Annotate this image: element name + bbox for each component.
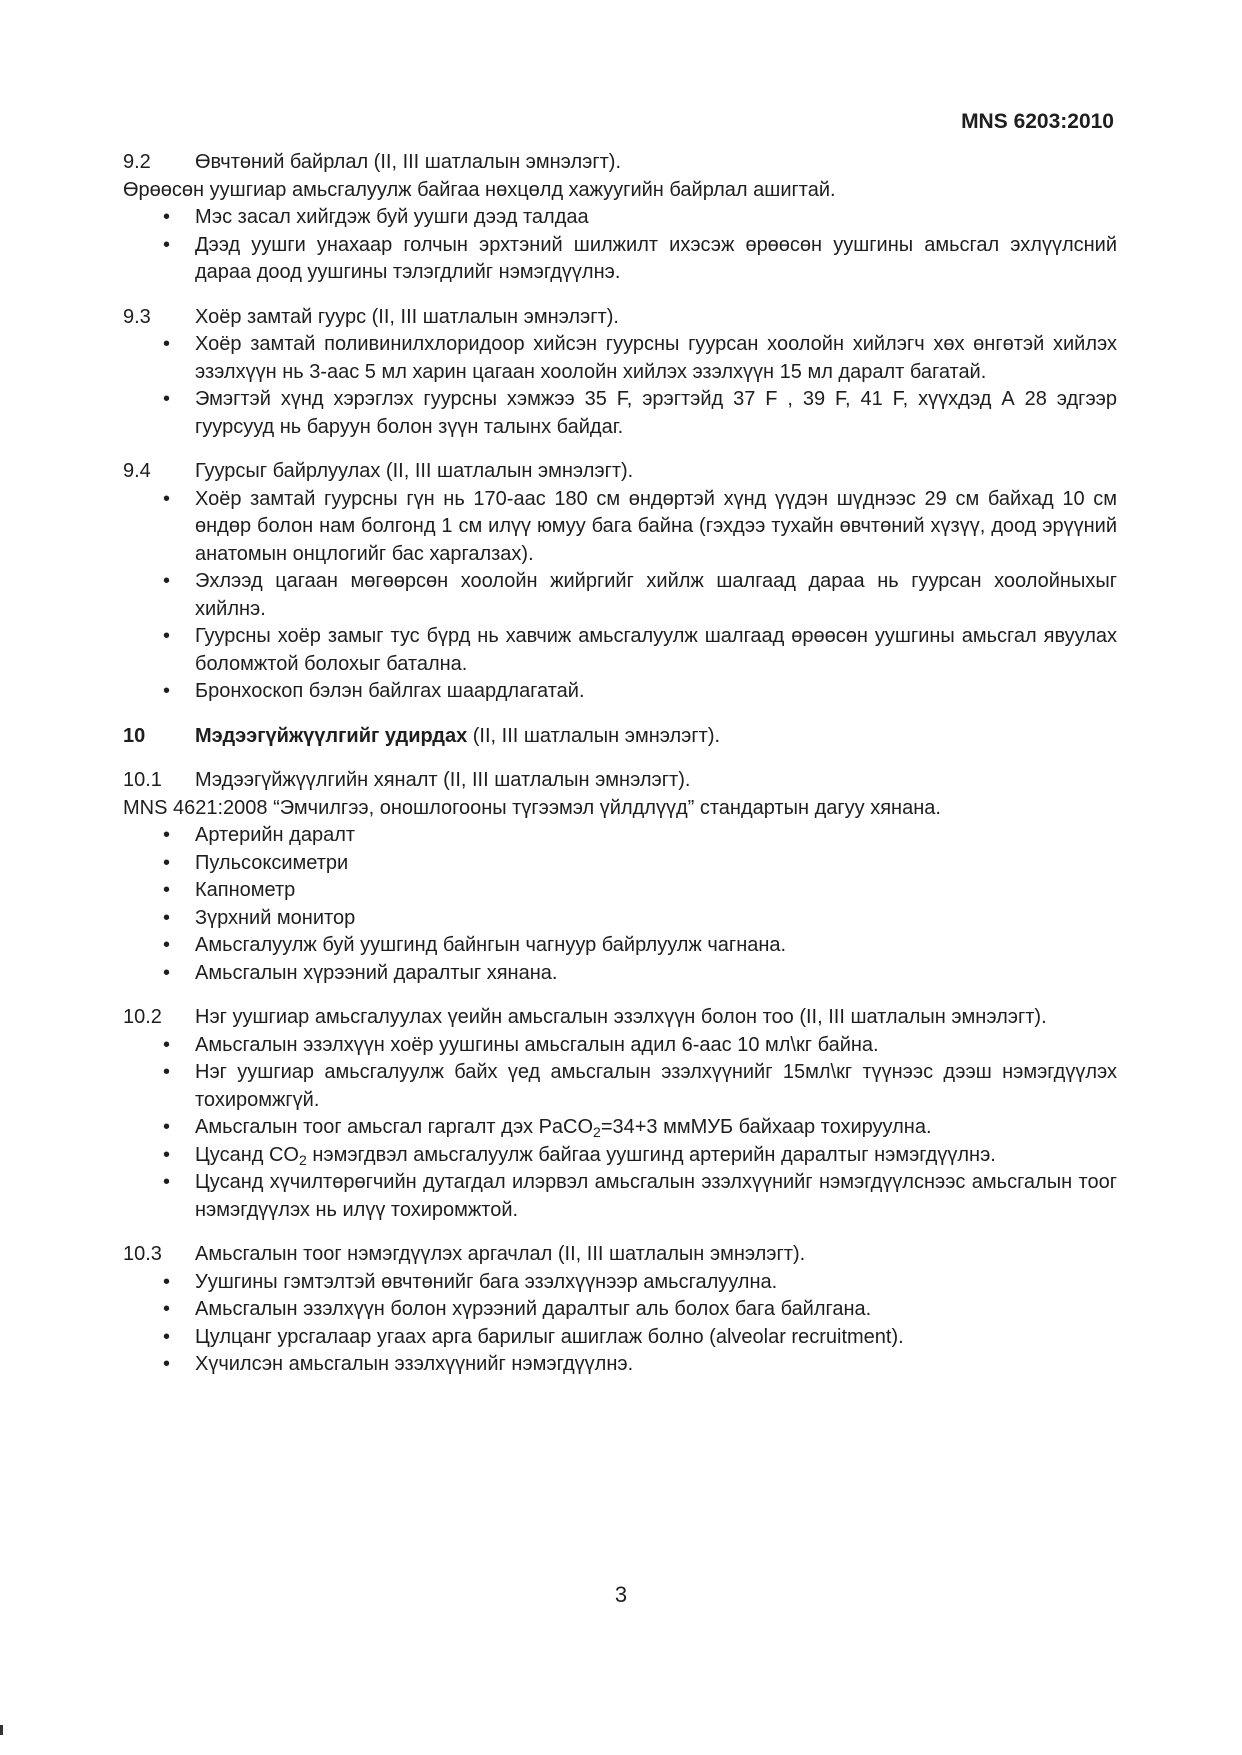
section-heading <box>123 149 1117 177</box>
list-item <box>123 1114 1117 1142</box>
section-heading <box>123 767 1117 795</box>
section-title: Амьсгалын тоог нэмэгдүүлэх аргачлал (II, III шатлалын эмнэлэгт). <box>195 1243 806 1265</box>
section-heading <box>123 1004 1117 1032</box>
list-item: • Цулцанг урсгалаар угаах арга барилыг ашиглаж болно (alveolar recruitment). <box>123 1324 1117 1352</box>
section-number: 10 <box>123 724 146 747</box>
section-9-3 <box>123 304 1117 442</box>
list-item: • Зүрхний монитор <box>123 905 1117 933</box>
page-number: 3 <box>614 1582 628 1607</box>
subscript: 2 <box>298 1151 307 1168</box>
section-title: Мэдээгүйжүүлгийн хяналт (II, III шатлалын эмнэлэгт). <box>195 769 691 791</box>
list-item: • Цусанд хүчилтөрөгчийн дутагдал илэрвэл амьсгалын эзэлхүүнийг нэмэгдүүлснээс амьсгалын тоог нэмэгдүүлэх нь илүү тохиромжтой. <box>123 1169 1117 1224</box>
page-content <box>123 149 1117 1396</box>
section-title: Нэг уушгиар амьсгалуулах үеийн амьсгалын эзэлхүүн болон тоо (II, III шатлалын эмнэлэгт). <box>195 1006 1047 1028</box>
section-number: 9.2 <box>123 151 151 173</box>
list-item <box>123 1142 1117 1170</box>
section-9-4 <box>123 458 1117 706</box>
section-number: 10.3 <box>123 1243 162 1265</box>
section-number: 9.3 <box>123 305 151 328</box>
list-item: • Амьсгалын эзэлхүүн хоёр уушгины амьсгалын адил 6-аас 10 мл\кг байна. <box>123 1032 1117 1060</box>
section-title-rest: (II, III шатлалын эмнэлэгт). <box>467 724 721 747</box>
list-item: • Нэг уушгиар амьсгалуулж байх үед амьсгалын эзэлхүүнийг 15мл\кг түүнээс дээш нэмэгдүүлэх тохиромжгүй. <box>123 1059 1117 1114</box>
bullet-list <box>123 331 1117 441</box>
list-item: • Уушгины гэмтэлтэй өвчтөнийг бага эзэлхүүнээр амьсгалуулна. <box>123 1269 1117 1297</box>
list-item: • Амьсгалын эзэлхүүн болон хүрээний даралтыг аль болох бага байлгана. <box>123 1296 1117 1324</box>
section-title <box>195 723 1117 751</box>
list-item: • Бронхоскоп бэлэн байлгах шаардлагатай. <box>123 678 1117 706</box>
section-number: 9.4 <box>123 460 151 482</box>
section-heading <box>123 723 1117 751</box>
section-heading <box>123 458 1117 486</box>
bullet-list <box>123 204 1117 287</box>
scan-edge-mark <box>0 1725 3 1735</box>
section-intro: Өрөөсөн уушгиар амьсгалуулж байгаа нөхцөлд хажуугийн байрлал ашигтай. <box>123 178 836 201</box>
section-title: Гуурсыг байрлуулах (II, III шатлалын эмнэлэгт). <box>195 460 634 482</box>
section-10-1 <box>123 767 1117 987</box>
document-code: MNS 6203:2010 <box>961 110 1114 133</box>
section-intro: MNS 4621:2008 “Эмчилгээ, оношлогооны түгээмэл үйлдлүүд” стандартын дагуу хянана. <box>123 796 941 819</box>
list-item: • Эмэгтэй хүнд хэрэглэх гуурсны хэмжээ 35 F, эрэгтэйд 37 F , 39 F, 41 F, хүүхдэд А 28 эдгээр гуурсууд нь баруун болон зүүн талынх байдаг. <box>123 386 1117 441</box>
section-10-2 <box>123 1004 1117 1224</box>
section-number: 10.2 <box>123 1006 162 1028</box>
list-item: • Артерийн даралт <box>123 822 1117 850</box>
list-item: • Дээд уушги унахаар голчын эрхтэний шилжилт ихэсэж өрөөсөн уушгины амьсгал эхлүүлсний дараа доод уушгины тэлэгдлийг нэмэгдүүлнэ. <box>123 232 1117 287</box>
item-text: нэмэгдвэл амьсгалуулж байгаа уушгинд артерийн даралтыг нэмэгдүүлнэ. <box>306 1143 996 1166</box>
section-title: Хоёр замтай гуурс (II, III шатлалын эмнэлэгт). <box>195 305 619 328</box>
section-heading <box>123 304 1117 332</box>
bullet-list <box>123 486 1117 706</box>
section-10-3 <box>123 1241 1117 1379</box>
list-item: • Мэс засал хийгдэж буй уушги дээд талдаа <box>123 204 1117 232</box>
bullet-list <box>123 1032 1117 1225</box>
bullet-list <box>123 822 1117 987</box>
item-text: =34+3 ммМУБ байхаар тохируулна. <box>600 1116 932 1138</box>
section-9-2 <box>123 149 1117 287</box>
subscript: 2 <box>593 1124 601 1140</box>
section-title-bold: Мэдээгүйжүүлгийг удирдах <box>195 724 468 747</box>
list-item: • Пульсоксиметри <box>123 850 1117 878</box>
list-item: • Капнометр <box>123 877 1117 905</box>
section-title: Өвчтөний байрлал (II, III шатлалын эмнэлэгт). <box>195 151 621 173</box>
item-text: Амьсгалын тоог амьсгал гаргалт дэх PaCO <box>195 1116 594 1138</box>
bullet-list <box>123 1269 1117 1379</box>
section-heading <box>123 1241 1117 1269</box>
list-item: • Гуурсны хоёр замыг тус бүрд нь хавчиж амьсгалуулж шалгаад өрөөсөн уушгины амьсгал явуулах боломжтой болохыг батална. <box>123 623 1117 678</box>
list-item: • Амьсгалын хүрээний даралтыг хянана. <box>123 960 1117 988</box>
list-item: • Амьсгалуулж буй уушгинд байнгын чагнуур байрлуулж чагнана. <box>123 932 1117 960</box>
section-number: 10.1 <box>123 769 162 791</box>
list-item: • Хүчилсэн амьсгалын эзэлхүүнийг нэмэгдүүлнэ. <box>123 1351 1117 1379</box>
list-item: • Хоёр замтай гуурсны гүн нь 170-аас 180 см өндөртэй хүнд үүдэн шүднээс 29 см байхад 10 см өндөр болон нам болгонд 1 см илүү юмуу бага байна (гэхдээ тухайн өвчтөний хүзүү, доод эрүүний анатомын онцлогийг бас харгалзах). <box>123 486 1117 569</box>
item-text: Цусанд CO <box>195 1143 299 1166</box>
list-item: • Хоёр замтай поливинилхлоридоор хийсэн гуурсны гуурсан хоолойн хийлэгч хөх өнгөтэй хийлэх эзэлхүүн нь 3-аас 5 мл харин цагаан хоолойн хийлэх эзэлхүүн 15 мл даралт багатай. <box>123 331 1117 386</box>
section-10 <box>123 723 1117 751</box>
list-item: • Эхлээд цагаан мөгөөрсөн хоолойн жийргийг хийлж шалгаад дараа нь гуурсан хоолойныхыг хийлнэ. <box>123 568 1117 623</box>
